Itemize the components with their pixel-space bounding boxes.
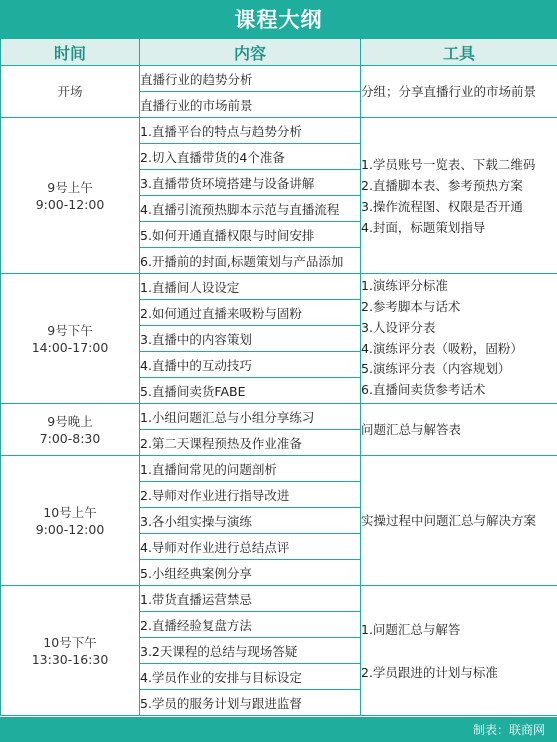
tool-item: 2.参考脚本与话术: [361, 299, 461, 315]
tool-item: 实操过程中问题汇总与解决方案: [361, 513, 537, 528]
tool-item: 5.演练评分表（内容规划）: [361, 361, 511, 377]
table-row: [1, 456, 557, 482]
tool-item: 问题汇总与解答表: [361, 422, 462, 437]
content-item: 1.小组问题汇总与小组分享练习: [140, 404, 361, 430]
content-item: 1.带货直播运营禁忌: [140, 586, 361, 612]
session-time: [1, 118, 140, 274]
time-day: 9号晚上: [47, 413, 93, 429]
time-range: 9:00-12:00: [35, 196, 105, 212]
tool-item: 2.学员跟进的计划与标准: [361, 664, 498, 680]
session-time: [1, 404, 140, 456]
table-row: [1, 404, 557, 430]
tool-spacer: [361, 640, 557, 662]
session-tools: [361, 274, 557, 404]
session-time: [1, 456, 140, 586]
content-item: 5.如何开通直播权限与时间安排: [140, 222, 361, 248]
tool-item: 4.演练评分表（吸粉，固粉）: [361, 340, 523, 356]
table-row: [1, 66, 557, 92]
header-time: 时间: [1, 39, 140, 66]
content-item: 1.直播平台的特点与趋势分析: [140, 118, 361, 144]
outline-table: [0, 38, 557, 716]
tool-item: 3.操作流程图、权限是否开通: [361, 198, 523, 214]
time-day: 9号上午: [47, 179, 93, 195]
content-item: 1.直播间人设设定: [140, 274, 361, 300]
content-item: 4.导师对作业进行总结点评: [140, 534, 361, 560]
content-item: 3.直播中的内容策划: [140, 326, 361, 352]
tool-item: 分组；分享直播行业的市场前景: [361, 84, 537, 99]
time-day: 10号下午: [43, 634, 97, 650]
content-item: 4.直播中的互动技巧: [140, 352, 361, 378]
content-item: 5.学员的服务计划与跟进监督: [140, 690, 361, 716]
time-day: 9号下午: [47, 322, 93, 338]
table-row: [1, 274, 557, 300]
content-item: 2.如何通过直播来吸粉与固粉: [140, 300, 361, 326]
content-item: 2.直播经验复盘方法: [140, 612, 361, 638]
tool-item: 1.演练评分标准: [361, 278, 448, 294]
content-item: 直播行业的趋势分析: [140, 66, 361, 92]
content-item: 5.直播间卖货FABE: [140, 378, 361, 404]
session-tools: [361, 66, 557, 118]
session-tools: [361, 456, 557, 586]
content-item: 直播行业的市场前景: [140, 92, 361, 118]
content-item: 1.直播间常见的问题剖析: [140, 456, 361, 482]
content-item: 2.切入直播带货的4个准备: [140, 144, 361, 170]
content-item: 3.直播带货环境搭建与设备讲解: [140, 170, 361, 196]
time-range: 13:30-16:30: [31, 651, 109, 667]
time-range: 7:00-8:30: [39, 430, 101, 446]
header-content: 内容: [140, 39, 361, 66]
tool-item: 6.直播间卖货参考话术: [361, 381, 486, 397]
content-item: 2.第二天课程预热及作业准备: [140, 430, 361, 456]
session-tools: [361, 118, 557, 274]
content-item: 5.小组经典案例分享: [140, 560, 361, 586]
time-day: 10号上午: [43, 504, 97, 520]
table-row: [1, 586, 557, 612]
tool-item: 1.问题汇总与解答: [361, 621, 461, 637]
content-item: 3.各小组实操与演练: [140, 508, 361, 534]
session-tools: [361, 404, 557, 456]
session-time: [1, 66, 140, 118]
footer-credit: 制表：联商网: [0, 717, 557, 742]
content-item: 6.开播前的封面,标题策划与产品添加: [140, 248, 361, 274]
time-label: 开场: [57, 84, 83, 99]
tool-item: 4.封面，标题策划指导: [361, 219, 486, 235]
tool-item: 3.人设评分表: [361, 319, 436, 335]
session-tools: [361, 586, 557, 716]
time-range: 14:00-17:00: [31, 339, 109, 355]
content-item: 3.2天课程的总结与现场答疑: [140, 638, 361, 664]
time-range: 9:00-12:00: [35, 521, 105, 537]
content-item: 4.直播引流预热脚本示范与直播流程: [140, 196, 361, 222]
header-row: [1, 39, 557, 66]
session-time: [1, 274, 140, 404]
table-row: [1, 118, 557, 144]
tool-item: 1.学员账号一览表、下载二维码: [361, 156, 536, 172]
session-time: [1, 586, 140, 716]
page-title: 课程大纲: [0, 0, 557, 38]
content-item: 2.导师对作业进行指导改进: [140, 482, 361, 508]
header-tools: 工具: [361, 39, 557, 66]
content-item: 4.学员作业的安排与目标设定: [140, 664, 361, 690]
tool-item: 2.直播脚本表、参考预热方案: [361, 177, 523, 193]
